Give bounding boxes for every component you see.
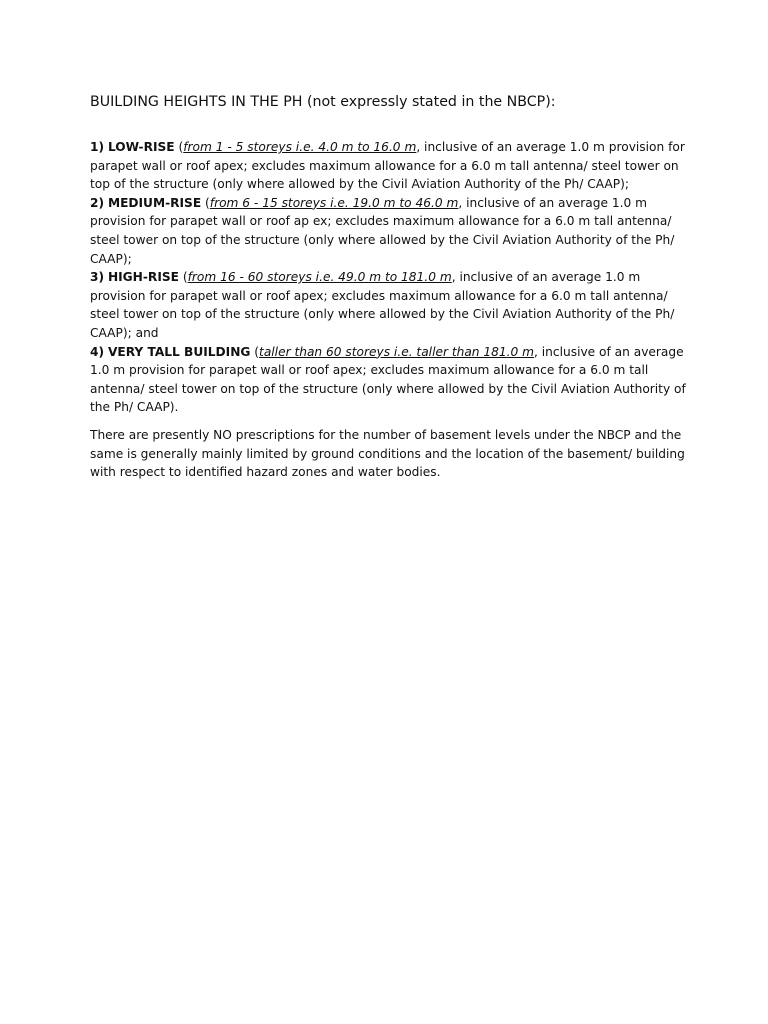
list-item-very-tall-building [90, 343, 690, 417]
building-height-list [90, 138, 690, 417]
document-title: BUILDING HEIGHTS IN THE PH (not expressly stated in the NBCP): [90, 94, 556, 110]
item-open-paren: ( [178, 270, 188, 285]
item-height-range: from 6 - 15 storeys i.e. 19.0 m to 46.0 m [209, 195, 459, 210]
item-label: LOW-RISE [107, 140, 175, 154]
item-description: , inclusive of an average 1.0 m provision for parapet wall or roof apex; excludes maximum allowance for a 6.0 m tall antenna/ steel tower on top of the structure (only where allowed by the Civil Aviation Authority of the Ph/ CAAP). [90, 344, 686, 415]
item-label: HIGH-RISE [107, 270, 179, 285]
item-number: 3) [90, 270, 105, 285]
item-number: 4) [90, 344, 105, 359]
item-height-range: taller than 60 storeys i.e. taller than 181.0 m [259, 344, 535, 359]
item-description: , inclusive of an average 1.0 m provision for parapet wall or roof apex; excludes maximum allowance for a 6.0 m tall antenna/ steel tower on top of the structure (only where allowed by the Civil Aviation Authority of the Ph/ CAAP); [90, 140, 685, 192]
item-number: 2) [90, 195, 105, 210]
document-page [90, 92, 690, 482]
item-number: 1) [90, 140, 105, 154]
item-open-paren: ( [250, 344, 260, 359]
item-height-range: from 1 - 5 storeys i.e. 4.0 m to 16.0 m [183, 140, 417, 154]
item-description: , inclusive of an average 1.0 m provision for parapet wall or roof ap ex; excludes maximum allowance for a 6.0 m tall antenna/ steel tower on top of the structure (only where allowed by the Civil Aviation Authority of the Ph/ CAAP); [90, 195, 675, 266]
list-item-medium-rise [90, 194, 690, 268]
basement-note: There are presently NO prescriptions for the number of basement levels under the NBCP and the same is generally mainly limited by ground conditions and the location of the basement/ building with respect to identified hazard zones and water bodies. [90, 427, 685, 480]
item-label: VERY TALL BUILDING [107, 344, 251, 359]
item-height-range: from 16 - 60 storeys i.e. 49.0 m to 181.0 m [187, 270, 452, 285]
item-label: MEDIUM-RISE [107, 195, 202, 210]
list-item-high-rise [90, 268, 690, 342]
list-item-low-rise [90, 138, 690, 194]
item-open-paren: ( [174, 140, 184, 154]
item-open-paren: ( [201, 195, 210, 210]
item-description: , inclusive of an average 1.0 m provision for parapet wall or roof apex; excludes maximum allowance for a 6.0 m tall antenna/ steel tower on top of the structure (only where allowed by the Civil Aviation Authority of the Ph/ CAAP); and [90, 270, 675, 340]
